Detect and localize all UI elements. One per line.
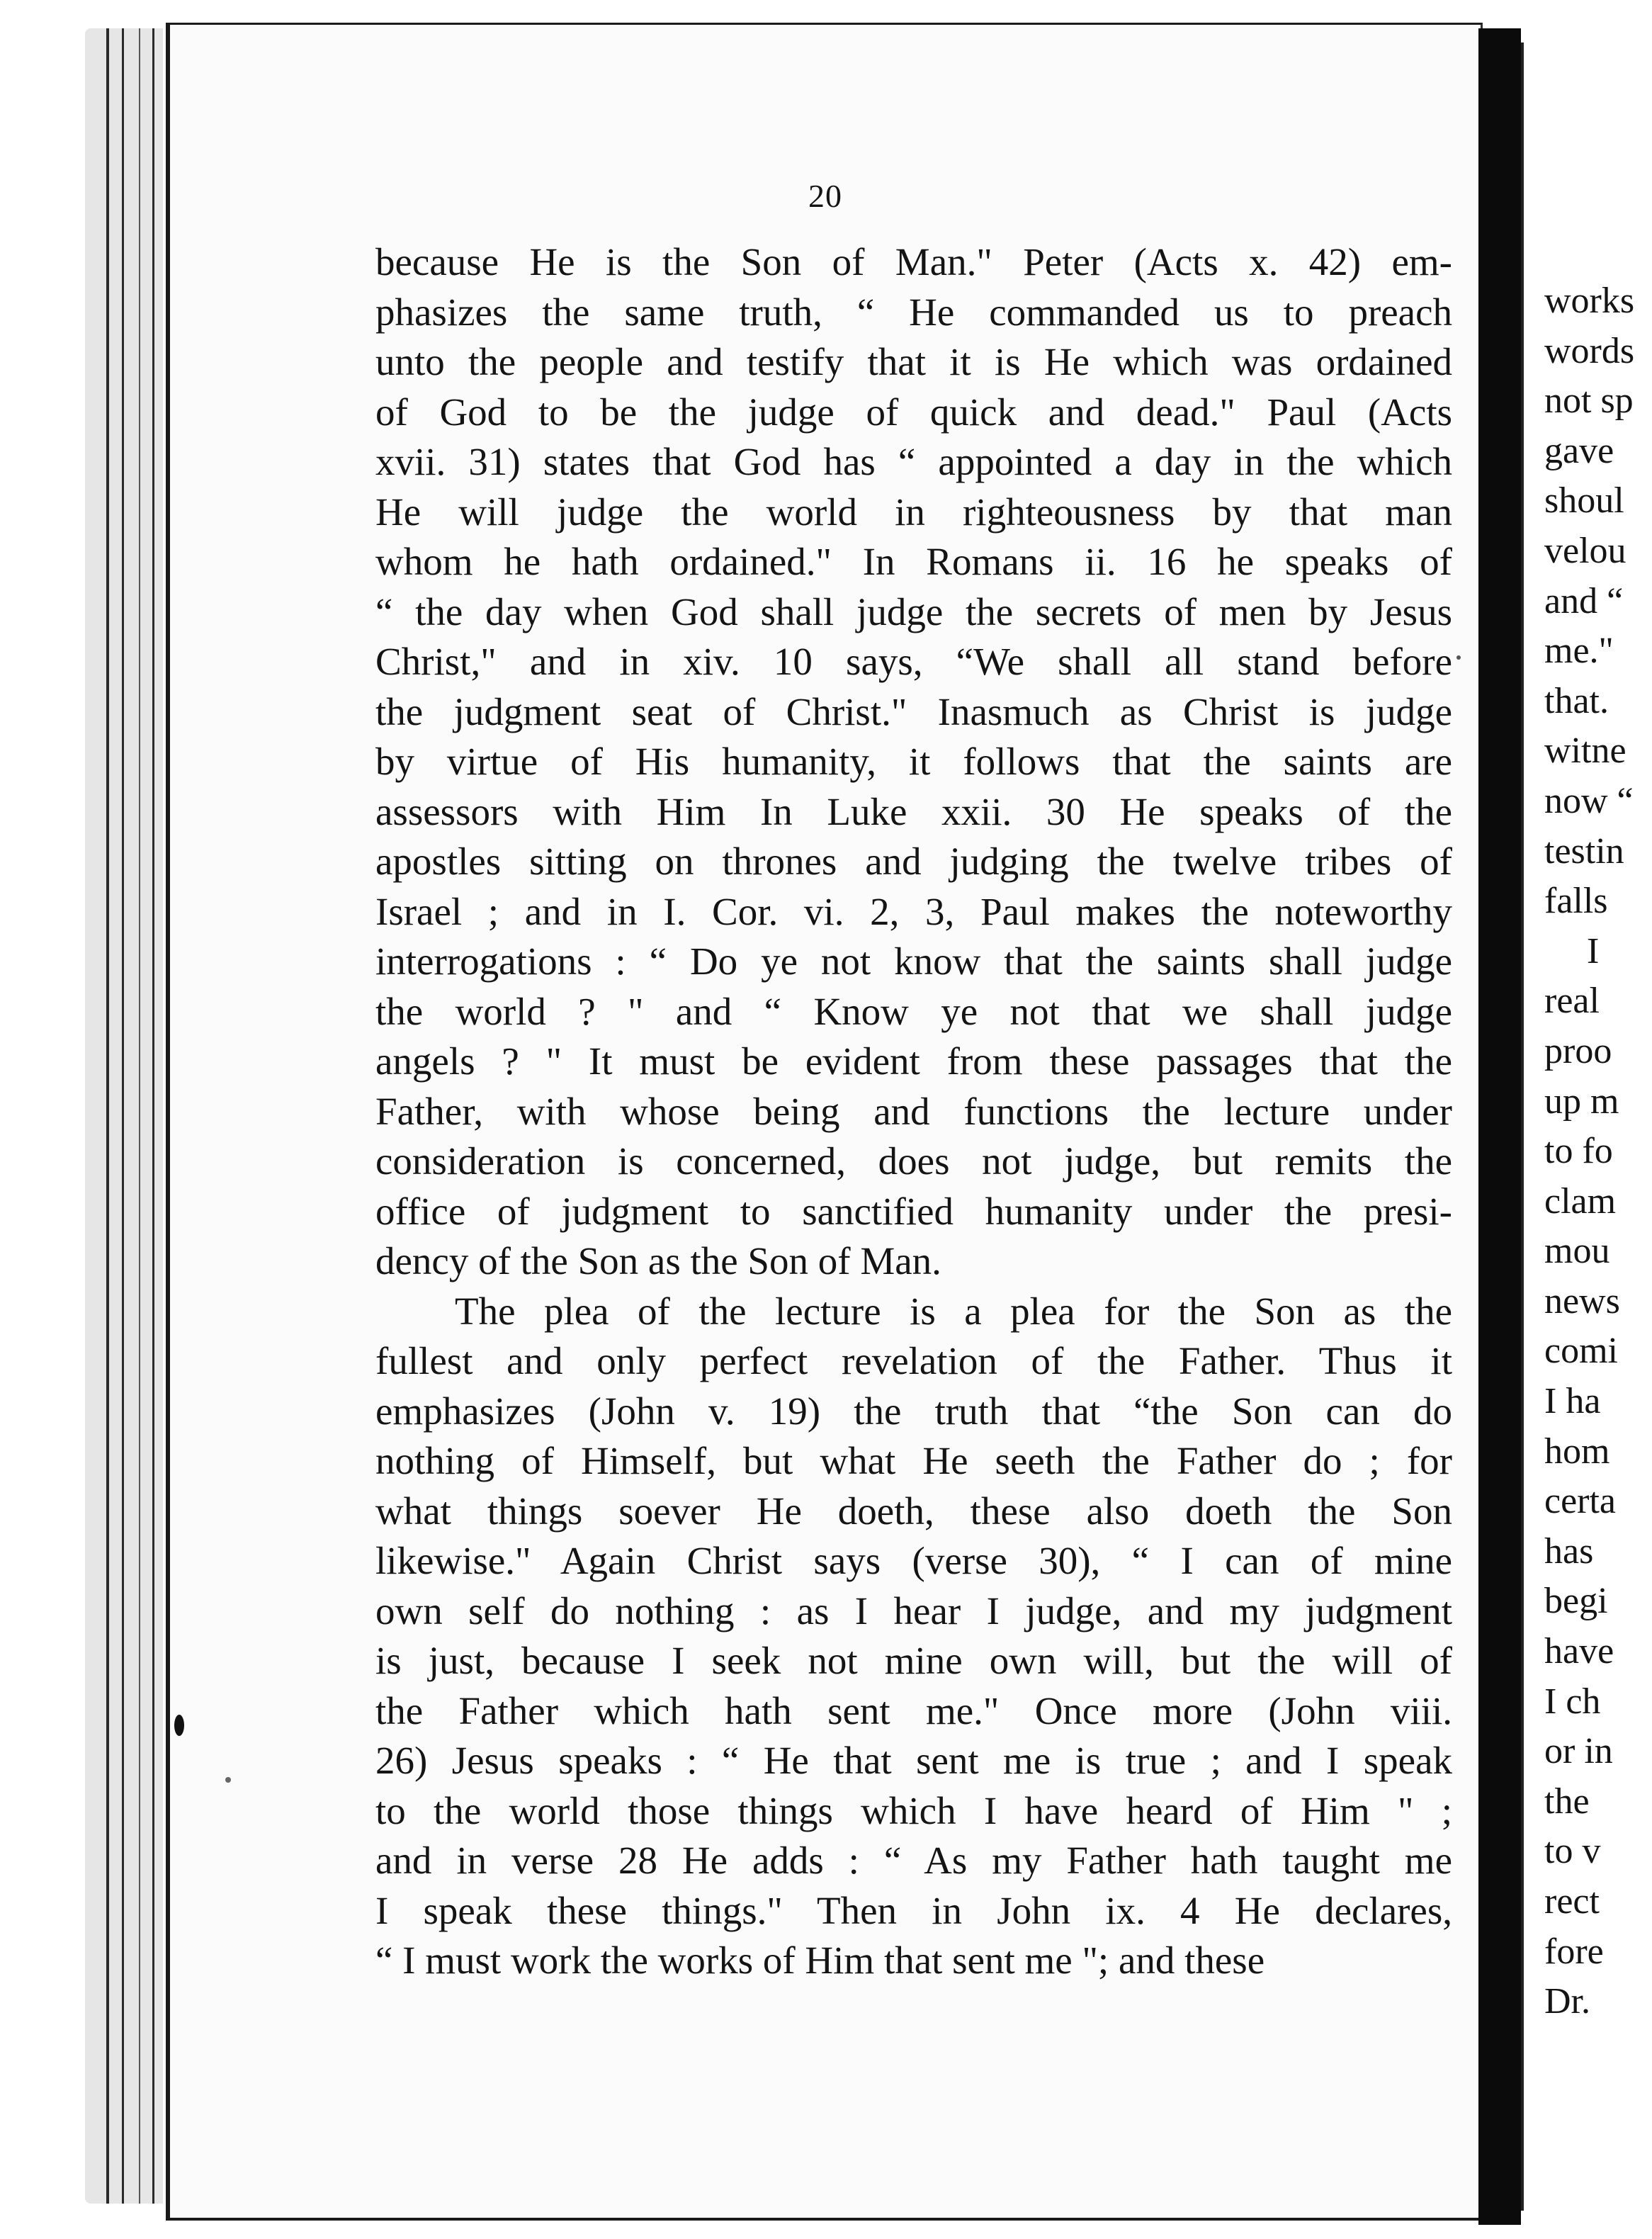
facing-text-line: witne <box>1544 731 1626 772</box>
text-line: apostles sitting on thrones and judging the twelve tribes of <box>375 840 1452 883</box>
facing-text-line: gave <box>1544 430 1614 471</box>
text-line: emphasizes (John v. 19) the truth that “the Son can do <box>375 1389 1452 1433</box>
scan-speck <box>174 1715 184 1736</box>
text-line: by virtue of His humanity, it follows that the saints are <box>375 740 1452 783</box>
facing-text-line: proo <box>1544 1030 1612 1071</box>
text-line: the world ? " and “ Know ye not that we shall judge <box>375 989 1452 1033</box>
facing-text-line: and “ <box>1544 580 1624 621</box>
facing-text-line: that. <box>1544 680 1609 721</box>
facing-text-line: up m <box>1544 1081 1619 1122</box>
text-line: Israel ; and in I. Cor. vi. 2, 3, Paul makes the noteworthy <box>375 889 1452 933</box>
text-line: to the world those things which I have heard of Him " ; <box>375 1788 1452 1832</box>
facing-text-line: or in <box>1544 1731 1613 1772</box>
text-line: Christ," and in xiv. 10 says, “We shall all stand before <box>375 640 1452 683</box>
facing-text-line: has <box>1544 1530 1594 1572</box>
page-gutter-shadow <box>1478 28 1521 2225</box>
text-line: and in verse 28 He adds : “ As my Father hath taught me <box>375 1839 1452 1882</box>
facing-text-line: rect <box>1544 1881 1600 1922</box>
facing-text-line: shoul <box>1544 480 1624 521</box>
facing-text-line: have <box>1544 1631 1614 1672</box>
scan-speck <box>225 1777 231 1783</box>
text-line: unto the people and testify that it is He which was ordained <box>375 340 1452 383</box>
text-line: is just, because I seek not mine own will, but the will of <box>375 1639 1452 1682</box>
facing-text-line: to fo <box>1544 1131 1613 1172</box>
facing-text-line: testin <box>1544 830 1624 872</box>
text-line: assessors with Him In Luke xxii. 30 He speaks of the <box>375 789 1452 833</box>
facing-text-line: works <box>1544 281 1635 321</box>
facing-text-line: hom <box>1544 1431 1610 1472</box>
facing-text-line: me." <box>1544 631 1614 672</box>
text-line: The plea of the lecture is a plea for the Son as the <box>455 1289 1452 1333</box>
text-line: the judgment seat of Christ." Inasmuch as Christ is judge <box>375 689 1452 733</box>
facing-text-line: fore <box>1544 1931 1604 1972</box>
text-line: fullest and only perfect revelation of the Father. Thus it <box>375 1339 1452 1382</box>
text-line: the Father which hath sent me." Once more (John viii. <box>375 1688 1452 1732</box>
text-line: 26) Jesus speaks : “ He that sent me is true ; and I speak <box>375 1739 1452 1782</box>
facing-text-line: words <box>1544 330 1635 371</box>
binding-edge-line <box>152 28 154 2204</box>
text-line: phasizes the same truth, “ He commanded us to preach <box>375 290 1452 334</box>
facing-text-line: now “ <box>1544 780 1634 821</box>
text-line: dency of the Son as the Son of Man. <box>375 1239 941 1282</box>
text-line: “ I must work the works of Him that sent me "; and these <box>375 1939 1265 1982</box>
facing-text-line: real <box>1544 981 1600 1022</box>
text-line: whom he hath ordained." In Romans ii. 16 he speaks of <box>375 540 1452 583</box>
scan-speck <box>1456 655 1461 660</box>
facing-text-line: velou <box>1544 530 1626 571</box>
text-line: nothing of Himself, but what He seeth the Father do ; for <box>375 1439 1452 1482</box>
facing-text-line: news <box>1544 1280 1620 1321</box>
binding-edge-line <box>122 28 124 2204</box>
facing-text-line: Dr. <box>1544 1981 1590 2022</box>
page-body-text <box>375 237 1452 1986</box>
facing-text-line: mou <box>1544 1231 1610 1272</box>
text-line: “ the day when God shall judge the secrets of men by Jesus <box>375 590 1452 633</box>
text-line: angels ? " It must be evident from these passages that the <box>375 1039 1452 1083</box>
facing-text-line: the <box>1544 1781 1590 1822</box>
facing-text-line: I <box>1587 930 1600 971</box>
binding-edge-line <box>139 28 140 2204</box>
facing-text-line: I ha <box>1544 1381 1601 1422</box>
facing-text-line: not sp <box>1544 380 1634 422</box>
facing-text-line: clam <box>1544 1180 1617 1222</box>
text-line: consideration is concerned, does not judge, but remits the <box>375 1139 1452 1183</box>
text-line: xvii. 31) states that God has “ appointed a day in the which <box>375 440 1452 483</box>
page-number: 20 <box>808 178 842 214</box>
text-line: office of judgment to sanctified humanity under the presi- <box>375 1189 1452 1233</box>
binding-edge-line <box>106 28 109 2204</box>
facing-text-line: I ch <box>1544 1681 1601 1722</box>
facing-text-line: certa <box>1544 1481 1617 1522</box>
text-line: He will judge the world in righteousness by that man <box>375 490 1452 534</box>
text-line: likewise." Again Christ says (verse 30), “ I can of mine <box>375 1539 1452 1582</box>
facing-text-line: to v <box>1544 1831 1601 1872</box>
text-line: because He is the Son of Man." Peter (Acts x. 42) em- <box>375 240 1452 283</box>
text-line: I speak these things." Then in John ix. 4 He declares, <box>375 1888 1452 1932</box>
text-line: interrogations : “ Do ye not know that the saints shall judge <box>375 940 1452 983</box>
facing-text-line: falls <box>1544 881 1608 922</box>
text-line: what things soever He doeth, these also doeth the Son <box>375 1489 1452 1533</box>
text-line: Father, with whose being and functions the lecture under <box>375 1089 1452 1133</box>
facing-text-line: begi <box>1544 1581 1608 1622</box>
text-line: own self do nothing : as I hear I judge, and my judgment <box>375 1589 1452 1632</box>
facing-text-line: comi <box>1544 1331 1618 1372</box>
book-binding <box>85 28 163 2204</box>
facing-page-text <box>1544 276 1634 2027</box>
text-line: of God to be the judge of quick and dead." Paul (Acts <box>375 390 1452 434</box>
